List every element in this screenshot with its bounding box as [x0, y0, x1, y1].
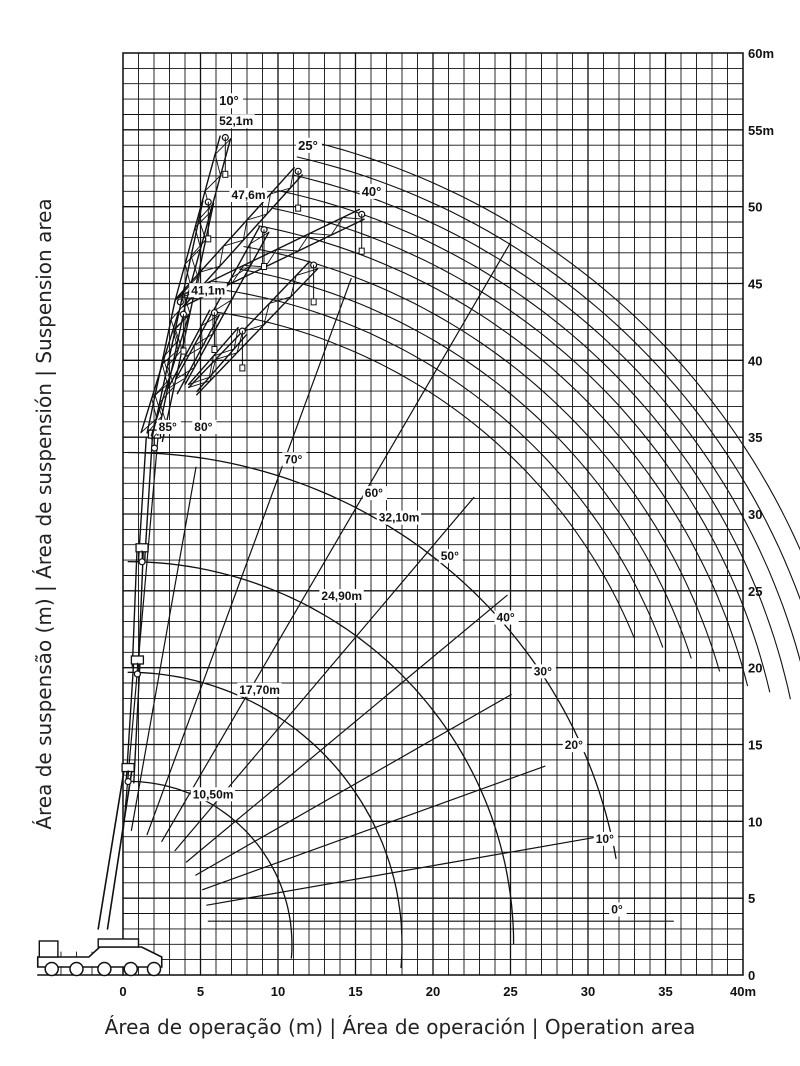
y-tick-label: 5	[748, 891, 756, 907]
y-tick-label: 60m	[748, 46, 775, 61]
turntable	[98, 939, 138, 947]
boom-reach-arc	[128, 562, 514, 945]
y-axis-title: Área de suspensão (m) | Área de suspensión | Suspension area	[32, 198, 56, 830]
boom-length-label: 17,70m	[239, 682, 280, 697]
y-tick-label: 55m	[748, 122, 775, 138]
jib-offset-label: 40°	[361, 183, 382, 199]
x-tick-label: 40m	[729, 984, 757, 999]
boom-length-label: 10,50m	[192, 787, 234, 802]
x-tick-label: 25	[503, 984, 518, 999]
jib-10deg-mid	[152, 201, 203, 439]
hook-icon	[212, 347, 217, 353]
angle-label: 20°	[564, 738, 583, 753]
hook-icon	[139, 559, 145, 565]
jib-length-label: 47,6m	[231, 187, 266, 202]
hook-icon	[223, 171, 228, 177]
wheel-icon	[45, 963, 58, 976]
angle-line	[207, 837, 596, 905]
jib-reach-arc	[239, 269, 691, 658]
jib-offset-label: 10°	[219, 93, 239, 109]
x-tick-label: 35	[658, 984, 673, 999]
wheel-icon	[148, 963, 161, 976]
angle-label: 50°	[440, 549, 459, 564]
hook-icon	[206, 236, 211, 242]
y-tick-label: 50	[748, 199, 763, 215]
angle-label: 60°	[364, 486, 383, 501]
hook-icon	[262, 264, 267, 270]
y-tick-label: 10	[748, 814, 763, 830]
boom-section	[132, 552, 137, 667]
jib-reach-arc	[297, 157, 800, 716]
hook-icon	[125, 779, 131, 785]
y-tick-label: 30	[748, 507, 763, 522]
wheel-icon	[98, 963, 111, 976]
y-tick-label: 0	[748, 968, 756, 983]
cab	[39, 941, 58, 957]
x-axis-title: Área de operação (m) | Área de operación | Operation area	[104, 1015, 696, 1039]
y-tick-label: 35	[748, 430, 763, 446]
x-tick-label: 20	[425, 984, 441, 999]
jib-length-label: 41,1m	[191, 283, 226, 298]
x-tick-label: 10	[270, 984, 286, 999]
wheel-icon	[70, 963, 83, 976]
angle-label: 10°	[595, 831, 614, 846]
hook-icon	[181, 348, 186, 354]
jib-short	[141, 313, 178, 433]
angle-label: 30°	[533, 664, 552, 679]
jib-offset-label: 25°	[298, 137, 318, 153]
hook-icon	[359, 248, 364, 254]
hook-icon	[311, 299, 316, 305]
angle-label: 85°	[158, 420, 177, 435]
jib-reach-arc	[277, 190, 790, 699]
jib-reach-arc	[293, 175, 800, 707]
y-tick-label: 40	[748, 353, 763, 369]
hook-icon	[296, 205, 301, 211]
jib-25deg-mid	[185, 232, 269, 384]
y-tick-label: 25	[748, 583, 763, 599]
angle-label: 40°	[496, 610, 515, 625]
y-tick-label: 45	[748, 276, 763, 292]
angle-label: 70°	[284, 452, 303, 467]
boom-length-label: 24,90m	[321, 589, 363, 604]
boom-reach-arc	[128, 781, 292, 958]
angle-label: 80°	[194, 420, 213, 435]
jib-short-lacing	[141, 316, 189, 433]
x-tick-label: 5	[196, 984, 205, 999]
angle-label: 0°	[611, 902, 623, 917]
x-tick-label: 30	[580, 984, 596, 999]
jib-reach-arc	[244, 247, 720, 672]
angle-lines	[123, 243, 673, 922]
x-tick-label: 15	[348, 984, 363, 999]
x-tick-label: 0	[119, 984, 127, 999]
jib-reach-arc	[273, 208, 770, 692]
y-tick-label: 20	[748, 660, 763, 676]
jib-length-label: 52,1m	[219, 114, 254, 129]
angle-line	[203, 766, 545, 890]
hook-icon	[151, 445, 157, 451]
boom-length-label: 32,10m	[378, 510, 420, 525]
hook-icon	[134, 671, 140, 677]
wheel-icon	[124, 963, 137, 976]
hook-icon	[240, 365, 245, 371]
y-tick-label: 15	[748, 737, 763, 753]
